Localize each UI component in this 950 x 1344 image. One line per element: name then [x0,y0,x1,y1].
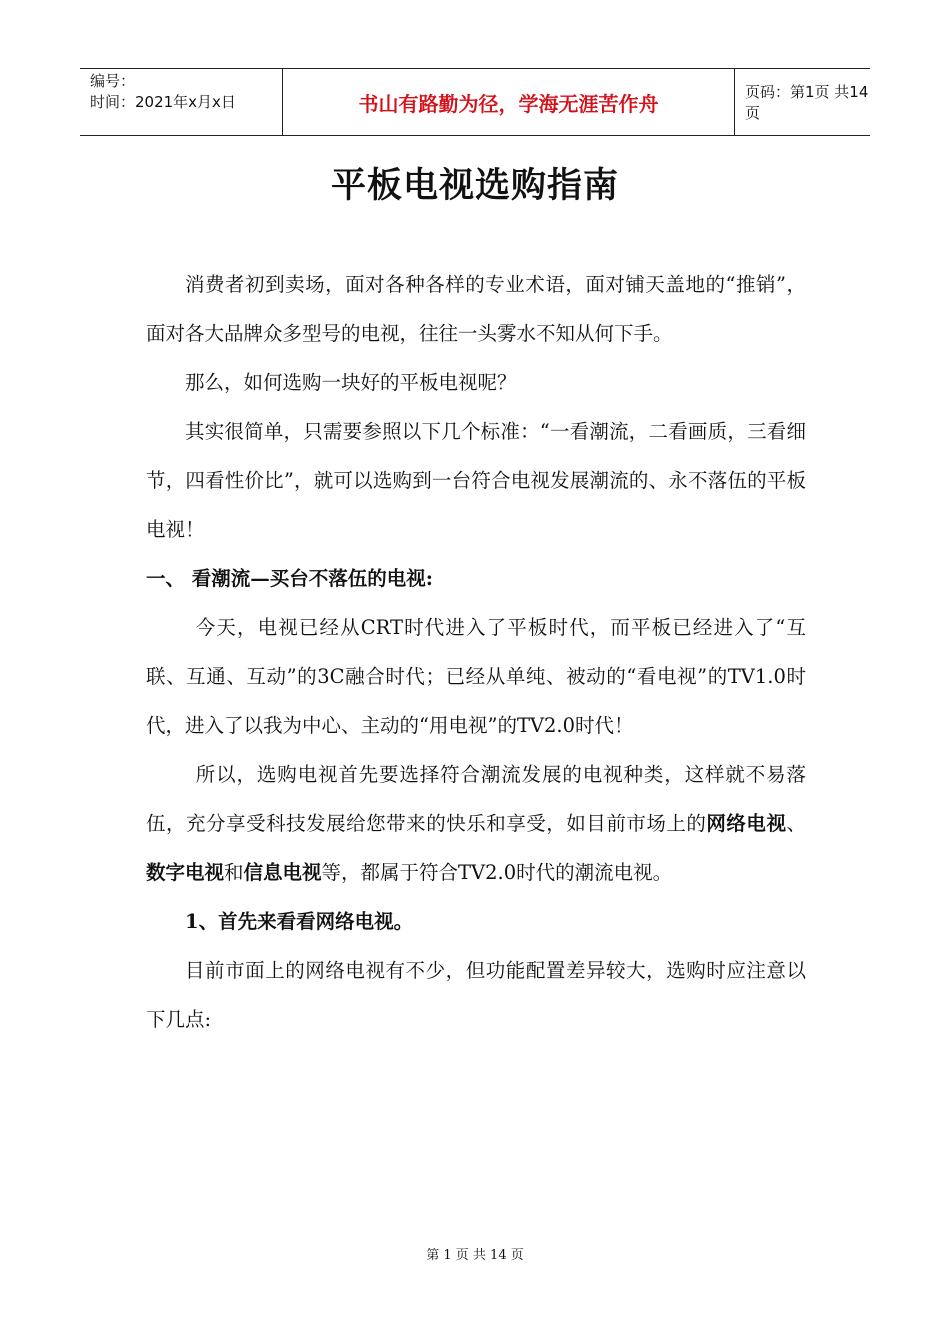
heading-2: 1、首先来看看网络电视。 [185,910,414,933]
number-label: 编号： [90,72,136,90]
paragraph-5 [146,750,806,897]
term-network-tv: 网络电视 [706,812,787,835]
paragraph-6: 目前市面上的网络电视有不少，但功能配置差异较大，选购时应注意以下几点: [146,959,806,1031]
term-digital-tv: 数字电视 [146,861,225,884]
p5-text-a: 所以，选购电视首先要选择符合潮流发展的电视种类，这样就不易落伍，充分享受科技发展给您带来的快乐和享受，如目前市场上的 [146,763,806,835]
page-header [80,68,870,136]
heading-1: 一、 看潮流—买台不落伍的电视: [146,567,433,590]
header-meta [80,69,282,135]
paragraph-4: 今天，电视已经从CRT时代进入了平板时代，而平板已经进入了“互联、互通、互动”的3C融合时代；已经从单纯、被动的“看电视”的TV1.0时代，进入了以我为中心、主动的“用电视”的TV2.0时代！ [146,616,806,737]
page-footer: 第 1 页 共 14 页 [426,1248,524,1263]
term-info-tv: 信息电视 [243,861,322,884]
document-title: 平板电视选购指南 [330,166,619,206]
paragraph-2: 那么，如何选购一块好的平板电视呢？ [185,371,517,394]
motto: 书山有路勤为径，学海无涯苦作舟 [358,91,659,116]
page-info: 页码：第1页 共14页 [745,83,869,122]
paragraph-1: 消费者初到卖场，面对各种各样的专业术语，面对铺天盖地的“推销”，面对各大品牌众多型号的电视，往往一头雾水不知从何下手。 [146,273,806,345]
document-body [146,260,806,1044]
date-label: 时间：2021年x月x日 [90,93,236,111]
p5-sep-2: 和 [224,861,244,884]
header-page-info [735,69,870,135]
paragraph-3: 其实很简单，只需要参照以下几个标准：“一看潮流，二看画质，三看细节，四看性价比”，就可以选购到一台符合电视发展潮流的、永不落伍的平板电视！ [146,420,806,541]
p5-sep-1: 、 [786,812,806,835]
p5-text-c: 等，都属于符合TV2.0时代的潮流电视。 [321,861,673,884]
header-motto-cell [282,69,735,135]
